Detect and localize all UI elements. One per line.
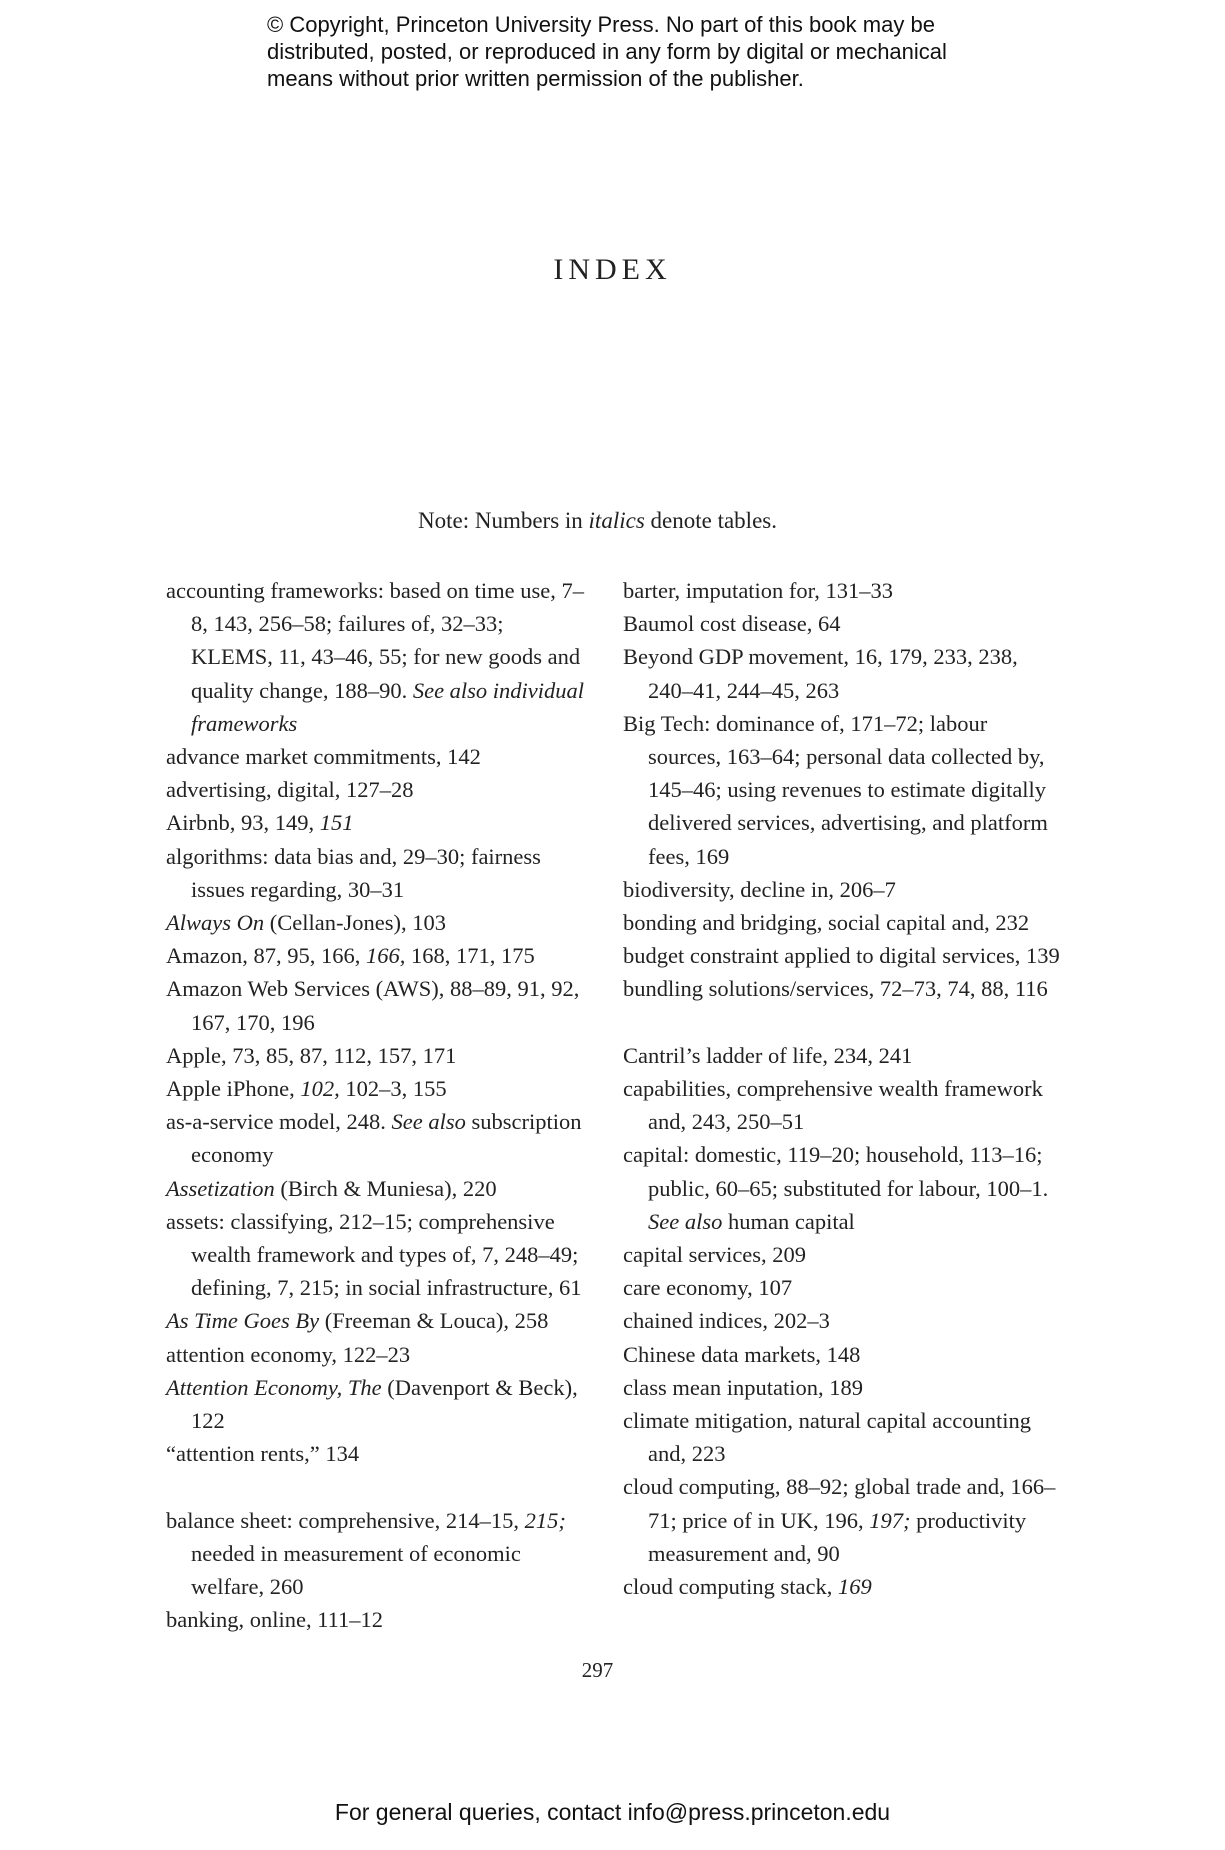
index-entry-text: budget constraint applied to digital services, 139	[623, 943, 1060, 969]
index-entry-text: Beyond GDP movement, 16, 179, 233, 238, 240–41, 244–45, 263	[623, 644, 1018, 703]
index-entry-italic-text: 215;	[524, 1507, 566, 1533]
index-entry-text: (Freeman & Louca), 258	[319, 1308, 549, 1334]
index-entry-italic-text: See also	[391, 1109, 466, 1135]
copyright-notice	[267, 11, 1027, 92]
index-entry	[623, 1238, 1063, 1271]
index-entry-text: Apple iPhone,	[166, 1076, 301, 1102]
note-italic-word: italics	[588, 508, 645, 533]
index-entry-text: Cantril’s ladder of life, 234, 241	[623, 1042, 913, 1068]
index-entry	[166, 939, 586, 972]
index-entry	[623, 1404, 1063, 1470]
index-entry	[166, 1039, 586, 1072]
index-entry-text: bonding and bridging, social capital and, 232	[623, 910, 1030, 936]
index-entry	[166, 840, 586, 906]
index-entry	[623, 607, 1063, 640]
index-entry-text: capabilities, comprehensive wealth framework and, 243, 250–51	[623, 1076, 1043, 1135]
index-entry-italic-text: Assetization	[166, 1175, 275, 1201]
index-entry	[166, 1603, 586, 1636]
index-entry	[623, 1138, 1063, 1238]
index-entry-text: advance market commitments, 142	[166, 744, 481, 770]
index-entry-text: human capital	[722, 1208, 855, 1234]
index-entry-text: advertising, digital, 127–28	[166, 777, 414, 803]
index-entry	[623, 972, 1063, 1005]
index-entry-text: 102–3, 155	[339, 1076, 447, 1102]
index-entry	[166, 1437, 586, 1470]
index-entry-text: capital: domestic, 119–20; household, 113–16; public, 60–65; substituted for labour, 100–1.	[623, 1142, 1049, 1201]
index-entry	[623, 873, 1063, 906]
note-text: denote tables.	[644, 508, 777, 533]
index-entry-italic-text: See also individual frameworks	[191, 677, 585, 736]
index-entry-text: barter, imputation for, 131–33	[623, 578, 894, 603]
index-entry-text: cloud computing, 88–92; global trade and, 166–71; price of in UK, 196,	[623, 1474, 1056, 1533]
index-entry-text: cloud computing stack,	[623, 1574, 838, 1600]
index-entry-italic-text: 169	[837, 1574, 872, 1600]
index-entry-italic-text: Always On	[166, 910, 265, 936]
index-entry-italic-text: 166,	[365, 943, 406, 969]
index-entry-text: Amazon Web Services (AWS), 88–89, 91, 92, 167, 170, 196	[166, 976, 580, 1035]
index-entry	[623, 939, 1063, 972]
index-entry-text: needed in measurement of economic welfare, 260	[191, 1540, 521, 1600]
index-entry-italic-text: 197;	[869, 1507, 911, 1533]
index-entry	[166, 1072, 586, 1105]
index-entry-text: chained indices, 202–3	[623, 1308, 830, 1334]
index-entry	[166, 972, 586, 1038]
index-entry-text: assets: classifying, 212–15; comprehensive wealth framework and types of, 7, 248–49; defining, 7, 215; in social infrastructure, 61	[166, 1208, 582, 1301]
index-entry	[623, 640, 1063, 706]
note-text: Note: Numbers in	[417, 508, 589, 533]
index-entry	[166, 1338, 586, 1371]
index-entry	[623, 1570, 1063, 1603]
index-entry-text: productivity measurement and, 90	[648, 1507, 1027, 1566]
index-entry-text: Airbnb, 93, 149,	[166, 810, 320, 836]
index-entry	[166, 773, 586, 806]
index-entry-italic-text: Attention Economy, The	[166, 1374, 382, 1400]
index-entry	[623, 1470, 1063, 1570]
index-note	[0, 508, 1195, 534]
index-entry-text: accounting frameworks: based on time use, 7–8, 143, 256–58; failures of, 32–33; KLEMS, 11, 43–46, 55; for new goods and quality change, 188–90.	[166, 578, 585, 703]
index-entry	[623, 1271, 1063, 1304]
index-entry	[166, 1504, 586, 1604]
index-entry-text: “attention rents,” 134	[166, 1441, 360, 1467]
index-entry	[623, 1304, 1063, 1337]
index-column-right	[623, 574, 1063, 1603]
index-entry-text: (Davenport & Beck), 122	[191, 1374, 578, 1434]
index-entry-text: Baumol cost disease, 64	[623, 611, 841, 637]
letter-group-spacer	[166, 1470, 586, 1503]
letter-group-spacer	[623, 1006, 1063, 1039]
index-entry-text: biodiversity, decline in, 206–7	[623, 876, 896, 902]
index-entry	[166, 1172, 586, 1205]
index-entry-text: as-a-service model, 248.	[166, 1109, 392, 1135]
copyright-line: distributed, posted, or reproduced in any form by digital or mechanical	[267, 39, 947, 64]
index-entry	[623, 1338, 1063, 1371]
contact-footer: For general queries, contact info@press.princeton.edu	[334, 1799, 891, 1825]
page-title: INDEX	[553, 253, 672, 286]
index-column-left	[166, 574, 586, 1636]
index-entry-italic-text: 151	[319, 810, 354, 836]
index-entry-italic-text: As Time Goes By	[166, 1308, 320, 1334]
copyright-line: © Copyright, Princeton University Press. No part of this book may be	[267, 12, 935, 37]
index-entry-italic-text: 102,	[300, 1076, 340, 1102]
index-entry-text: class mean inputation, 189	[623, 1374, 863, 1400]
index-entry-text: Amazon, 87, 95, 166,	[166, 943, 366, 969]
index-entry-text: climate mitigation, natural capital accounting and, 223	[623, 1408, 1031, 1467]
index-entry-text: (Cellan-Jones), 103	[264, 910, 446, 936]
index-entry-text: Big Tech: dominance of, 171–72; labour sources, 163–64; personal data collected by, 145–46; using revenues to estimate digitally delivered services, advertising, and platform fees, 169	[623, 710, 1048, 869]
index-entry-text: (Birch & Muniesa), 220	[274, 1175, 497, 1201]
index-entry-text: banking, online, 111–12	[166, 1607, 384, 1633]
index-entry	[623, 1371, 1063, 1404]
index-entry	[166, 1371, 586, 1437]
index-entry-text: bundling solutions/services, 72–73, 74, 88, 116	[623, 976, 1048, 1002]
index-entry	[623, 1039, 1063, 1072]
index-entry-text: capital services, 209	[623, 1242, 807, 1268]
index-entry	[166, 906, 586, 939]
index-entry	[623, 707, 1063, 873]
index-entry-italic-text: See also	[648, 1208, 723, 1234]
index-entry-text: care economy, 107	[623, 1275, 793, 1301]
index-entry-text: subscription economy	[191, 1109, 582, 1168]
index-entry	[166, 740, 586, 773]
index-entry-text: balance sheet: comprehensive, 214–15,	[166, 1507, 525, 1533]
index-entry	[166, 574, 586, 740]
copyright-line: means without prior written permission of the publisher.	[267, 66, 804, 91]
index-entry-text: 168, 171, 175	[405, 943, 535, 969]
index-entry	[623, 906, 1063, 939]
index-entry-text: algorithms: data bias and, 29–30; fairness issues regarding, 30–31	[166, 843, 541, 902]
index-entry	[166, 1205, 586, 1305]
index-entry	[623, 1072, 1063, 1138]
index-entry	[166, 1304, 586, 1337]
index-entry-text: attention economy, 122–23	[166, 1341, 411, 1367]
page-number: 297	[581, 1658, 614, 1682]
index-entry	[166, 1105, 586, 1171]
index-entry-text: Chinese data markets, 148	[623, 1341, 861, 1367]
index-entry	[166, 806, 586, 839]
index-entry-text: Apple, 73, 85, 87, 112, 157, 171	[166, 1042, 457, 1068]
index-entry	[623, 574, 1063, 607]
